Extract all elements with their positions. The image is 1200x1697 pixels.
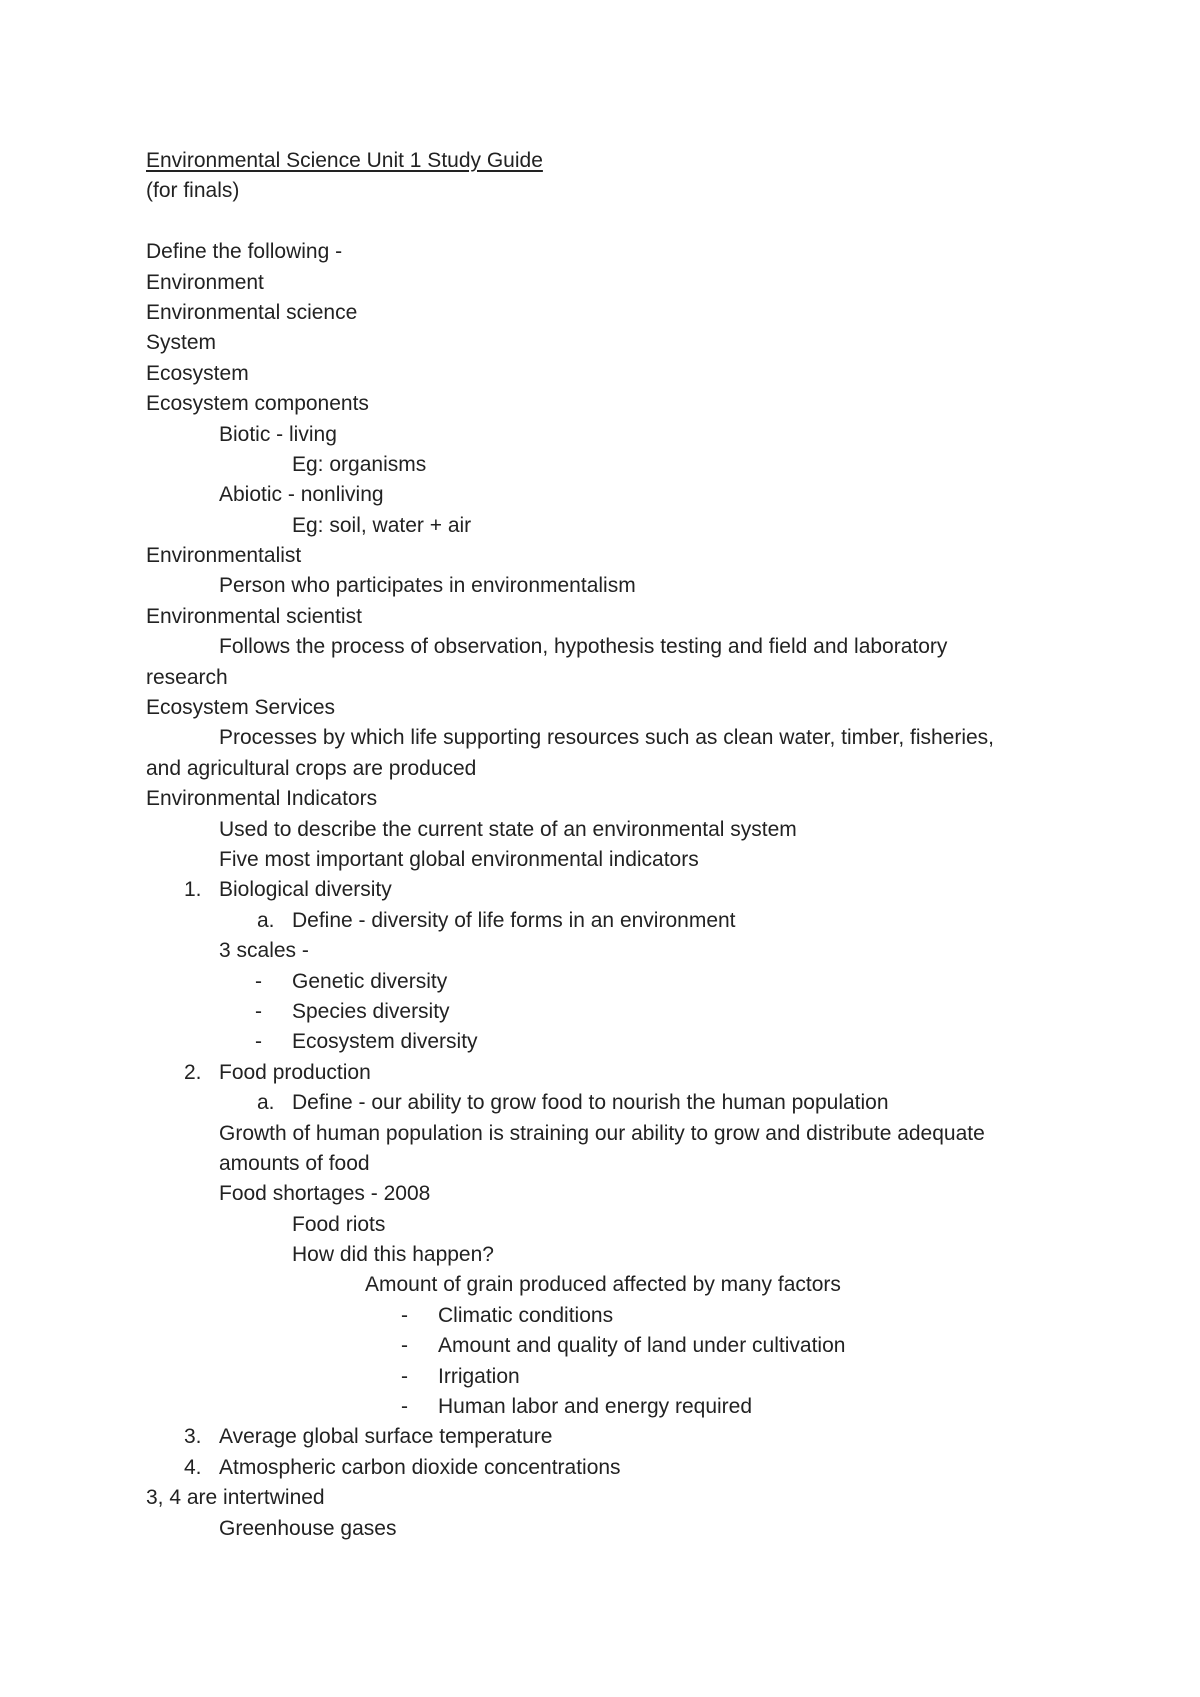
environmental-indicators-definition: Used to describe the current state of an environmental system [219,817,797,841]
dash-bullet: - [255,969,262,993]
list-item-text: Average global surface temperature [219,1425,553,1449]
dash-bullet: - [401,1395,408,1419]
how-question-line: How did this happen? [292,1243,494,1267]
dash-bullet: - [255,1030,262,1054]
sub-list-item [146,906,1066,936]
dash-bullet: - [255,999,262,1023]
bullet-item [146,1331,1066,1361]
scales-heading: 3 scales - [219,939,309,963]
dash-bullet: - [401,1364,408,1388]
bullet-item [146,1301,1066,1331]
list-number: 3. [184,1425,202,1449]
population-growth-line-cont: amounts of food [219,1151,370,1175]
term-ecosystem-components: Ecosystem components [146,392,369,416]
list-number: 1. [184,878,202,902]
indicator-list-item [146,1453,1066,1483]
five-indicators-heading: Five most important global environmental indicators [219,847,699,871]
environmentalist-definition: Person who participates in environmentalism [219,574,636,598]
ecosystem-services-definition: Processes by which life supporting resources such as clean water, timber, fisheries, [219,726,995,750]
bullet-item [146,997,1066,1027]
dash-bullet: - [401,1334,408,1358]
list-letter: a. [257,1091,275,1115]
list-item-text: Biological diversity [219,878,392,902]
document-body [146,146,1066,1544]
list-item-text: Define - our ability to grow food to nourish the human population [292,1091,889,1115]
food-riots-line: Food riots [292,1212,386,1236]
bullet-text: Amount and quality of land under cultivation [438,1334,846,1358]
greenhouse-gases-line: Greenhouse gases [219,1516,397,1540]
bullet-text: Ecosystem diversity [292,1030,478,1054]
bullet-item [146,1392,1066,1422]
term-environmental-indicators: Environmental Indicators [146,787,378,811]
bullet-text: Climatic conditions [438,1303,614,1327]
bullet-text: Genetic diversity [292,969,448,993]
indicator-list-item [146,1058,1066,1088]
population-growth-line: Growth of human population is straining our ability to grow and distribute adequate [219,1121,985,1145]
term-ecosystem-services: Ecosystem Services [146,696,336,720]
sub-list-item [146,1088,1066,1118]
bullet-text: Irrigation [438,1364,520,1388]
list-number: 2. [184,1060,202,1084]
blank-line [146,207,1066,237]
bullet-text: Species diversity [292,999,450,1023]
define-heading: Define the following - [146,240,343,264]
list-letter: a. [257,908,275,932]
list-item-text: Food production [219,1060,371,1084]
abiotic-example: Eg: soil, water + air [292,513,472,537]
term-ecosystem: Ecosystem [146,361,249,385]
bullet-text: Human labor and energy required [438,1395,753,1419]
indicator-list-item [146,1422,1066,1452]
indicator-list-item [146,875,1066,905]
list-item-text: Atmospheric carbon dioxide concentrations [219,1455,621,1479]
list-number: 4. [184,1455,202,1479]
ecosystem-services-definition-cont: and agricultural crops are produced [146,756,477,780]
environmental-scientist-definition: Follows the process of observation, hypothesis testing and field and laboratory [219,635,948,659]
term-environment: Environment [146,270,264,294]
bullet-item [146,1027,1066,1057]
term-environmental-scientist: Environmental scientist [146,604,362,628]
grain-factors-line: Amount of grain produced affected by many factors [365,1273,841,1297]
environmental-scientist-definition-cont: research [146,665,228,689]
list-item-text: Define - diversity of life forms in an environment [292,908,736,932]
dash-bullet: - [401,1303,408,1327]
intertwined-line: 3, 4 are intertwined [146,1486,325,1510]
biotic-example: Eg: organisms [292,452,427,476]
biotic-line: Biotic - living [219,422,337,446]
food-shortages-line: Food shortages - 2008 [219,1182,431,1206]
abiotic-line: Abiotic - nonliving [219,483,384,507]
bullet-item [146,1362,1066,1392]
doc-title: Environmental Science Unit 1 Study Guide [146,149,543,172]
doc-subtitle: (for finals) [146,179,240,203]
bullet-item [146,967,1066,997]
term-environmental-science: Environmental science [146,300,358,324]
term-system: System [146,331,217,355]
term-environmentalist: Environmentalist [146,544,302,568]
